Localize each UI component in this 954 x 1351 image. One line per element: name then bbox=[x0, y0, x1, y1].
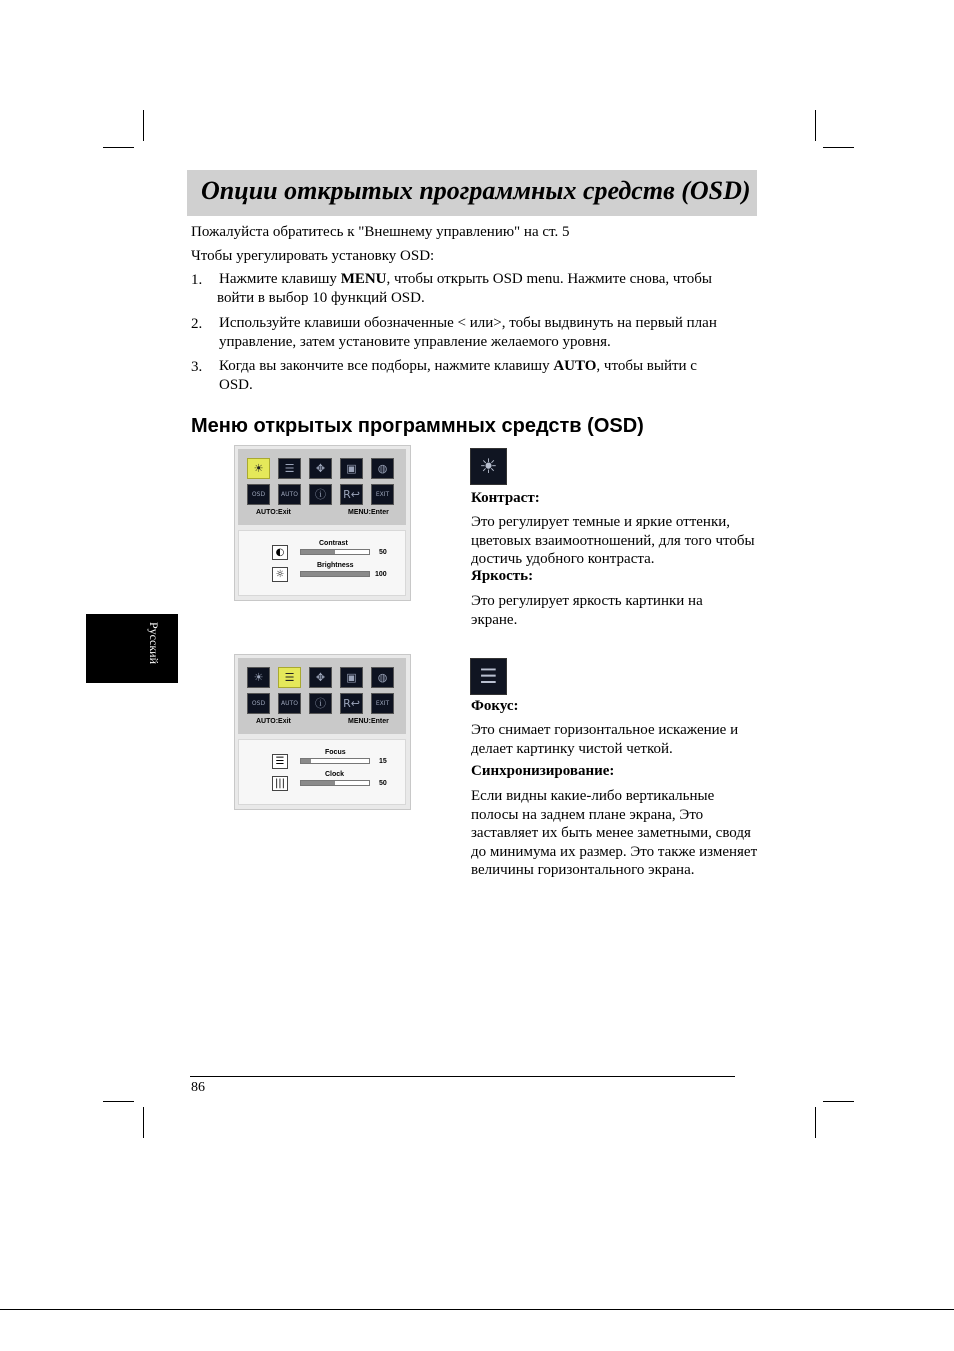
slider-value: 15 bbox=[379, 758, 387, 765]
info-icon-glyph: ⓘ bbox=[315, 697, 326, 710]
slider-fill bbox=[301, 759, 311, 763]
crop-mark bbox=[815, 110, 816, 141]
osd-icon-glyph: OSD bbox=[251, 700, 266, 707]
crop-mark bbox=[823, 147, 854, 148]
osd-footer-exit: AUTO:Exit bbox=[256, 509, 291, 516]
clock-icon: ||| bbox=[272, 776, 288, 791]
osd-slider-panel bbox=[238, 739, 406, 805]
osd-icon[interactable] bbox=[247, 484, 270, 505]
slider-value: 50 bbox=[379, 549, 387, 556]
brightness-contrast-icon-glyph: ☀ bbox=[253, 671, 264, 684]
position-icon[interactable] bbox=[309, 458, 332, 479]
slider-label: Contrast bbox=[319, 540, 348, 547]
focus-icon-glyph: ☰ bbox=[284, 462, 295, 475]
brightness-description: Это регулирует яркость картинки на экране. bbox=[471, 593, 703, 628]
osd-screenshot-contrast bbox=[234, 445, 411, 601]
focus-icon: ☰ bbox=[470, 658, 507, 695]
intro-line-1: Пожалуйста обратитесь к "Внешнему управлению" на ст. 5 bbox=[191, 224, 570, 240]
slider-label: Clock bbox=[325, 771, 345, 778]
position-icon-glyph: ✥ bbox=[315, 671, 326, 684]
focus-icon[interactable] bbox=[278, 667, 301, 688]
step-text: Используйте клавиши обозначенные < или>, тобы выдвинуть на первый план bbox=[219, 315, 717, 331]
clock-heading: Синхронизирование: bbox=[471, 763, 615, 779]
crop-mark bbox=[815, 1107, 816, 1138]
page-edge-rule bbox=[0, 1309, 954, 1310]
language-icon[interactable] bbox=[371, 667, 394, 688]
osd-icon-glyph: OSD bbox=[251, 491, 266, 498]
contrast-heading: Контраст: bbox=[471, 490, 540, 506]
brightness-contrast-icon-glyph: ☀ bbox=[253, 462, 264, 475]
contrast-slider[interactable] bbox=[300, 549, 370, 555]
auto-icon[interactable] bbox=[278, 693, 301, 714]
exit-icon[interactable] bbox=[371, 484, 394, 505]
color-icon[interactable] bbox=[340, 667, 363, 688]
osd-slider-panel bbox=[238, 530, 406, 596]
osd-icon-panel bbox=[238, 658, 406, 734]
info-icon-glyph: ⓘ bbox=[315, 488, 326, 501]
position-icon[interactable] bbox=[309, 667, 332, 688]
osd-footer-exit: AUTO:Exit bbox=[256, 718, 291, 725]
contrast-icon: ◐ bbox=[272, 545, 288, 560]
clock-slider[interactable] bbox=[300, 780, 370, 786]
slider-value: 50 bbox=[379, 780, 387, 787]
brightness-contrast-icon[interactable] bbox=[247, 667, 270, 688]
color-icon-glyph: ▣ bbox=[346, 462, 357, 475]
osd-footer-enter: MENU:Enter bbox=[348, 509, 389, 516]
slider-label: Focus bbox=[325, 749, 346, 756]
slider-fill bbox=[301, 550, 335, 554]
page-title: Опции открытых программных средств (OSD) bbox=[201, 176, 751, 205]
brightness-contrast-icon[interactable] bbox=[247, 458, 270, 479]
auto-icon-glyph: AUTO bbox=[281, 491, 298, 498]
intro-line-2: Чтобы урегулировать установку OSD: bbox=[191, 248, 435, 264]
focus-icon-glyph: ☰ bbox=[284, 671, 295, 684]
exit-icon-glyph: EXIT bbox=[375, 700, 390, 707]
osd-footer-enter: MENU:Enter bbox=[348, 718, 389, 725]
focus-description: Это снимает горизонтальное искажение и делает картинку чистой четкой. bbox=[471, 722, 739, 757]
step-number: 1. bbox=[191, 272, 203, 288]
language-label: Русский bbox=[147, 622, 161, 664]
brightness-icon: ☼ bbox=[272, 567, 288, 582]
step-text-continued: OSD. bbox=[219, 377, 253, 393]
brightness-heading: Яркость: bbox=[471, 568, 534, 584]
osd-icon[interactable] bbox=[247, 693, 270, 714]
contrast-description: Это регулирует темные и яркие оттенки, цветовых взаимоотношений, для того чтобы достичь удобного контраста. bbox=[471, 514, 755, 567]
reset-icon[interactable] bbox=[340, 693, 363, 714]
focus-heading: Фокус: bbox=[471, 698, 519, 714]
section-heading: Меню открытых программных средств (OSD) bbox=[191, 415, 644, 437]
language-side-tab bbox=[86, 614, 178, 683]
info-icon[interactable] bbox=[309, 484, 332, 505]
crop-mark bbox=[143, 1107, 144, 1138]
reset-icon[interactable] bbox=[340, 484, 363, 505]
focus-icon: ☰ bbox=[272, 754, 288, 769]
slider-value: 100 bbox=[375, 571, 387, 578]
crop-mark bbox=[823, 1101, 854, 1102]
focus-icon[interactable] bbox=[278, 458, 301, 479]
crop-mark bbox=[103, 1101, 134, 1102]
language-icon[interactable] bbox=[371, 458, 394, 479]
slider-fill bbox=[301, 781, 335, 785]
slider-fill bbox=[301, 572, 369, 576]
footer-rule bbox=[190, 1076, 735, 1077]
crop-mark bbox=[103, 147, 134, 148]
exit-icon[interactable] bbox=[371, 693, 394, 714]
step-text: Когда вы закончите все подборы, нажмите клавишу AUTO, чтобы выйти с bbox=[219, 358, 697, 374]
info-icon[interactable] bbox=[309, 693, 332, 714]
osd-icon-panel bbox=[238, 449, 406, 525]
language-icon-glyph: ◍ bbox=[377, 462, 388, 475]
brightness-slider[interactable] bbox=[300, 571, 370, 577]
focus-slider[interactable] bbox=[300, 758, 370, 764]
step-text-continued: войти в выбор 10 функций OSD. bbox=[217, 290, 425, 306]
reset-icon-glyph: R↩ bbox=[343, 488, 360, 501]
auto-icon[interactable] bbox=[278, 484, 301, 505]
auto-icon-glyph: AUTO bbox=[281, 700, 298, 707]
clock-description: Если видны какие-либо вертикальные полосы на заднем плане экрана, Это заставляет их быть менее заметными, сводя до минимума их размер. Это также изменяет величины горизонтального экрана. bbox=[471, 788, 758, 878]
step-number: 2. bbox=[191, 316, 203, 332]
page-number: 86 bbox=[191, 1080, 205, 1095]
color-icon-glyph: ▣ bbox=[346, 671, 357, 684]
step-number: 3. bbox=[191, 359, 203, 375]
step-text-continued: управление, затем установите управление желаемого уровня. bbox=[219, 334, 611, 350]
language-icon-glyph: ◍ bbox=[377, 671, 388, 684]
slider-label: Brightness bbox=[317, 562, 354, 569]
step-text: Нажмите клавишу MENU, чтобы открыть OSD menu. Нажмите снова, чтобы bbox=[219, 271, 713, 287]
brightness-icon: ☀ bbox=[470, 448, 507, 485]
osd-screenshot-focus bbox=[234, 654, 411, 810]
crop-mark bbox=[143, 110, 144, 141]
title-bar bbox=[187, 170, 757, 216]
exit-icon-glyph: EXIT bbox=[375, 491, 390, 498]
position-icon-glyph: ✥ bbox=[315, 462, 326, 475]
color-icon[interactable] bbox=[340, 458, 363, 479]
reset-icon-glyph: R↩ bbox=[343, 697, 360, 710]
